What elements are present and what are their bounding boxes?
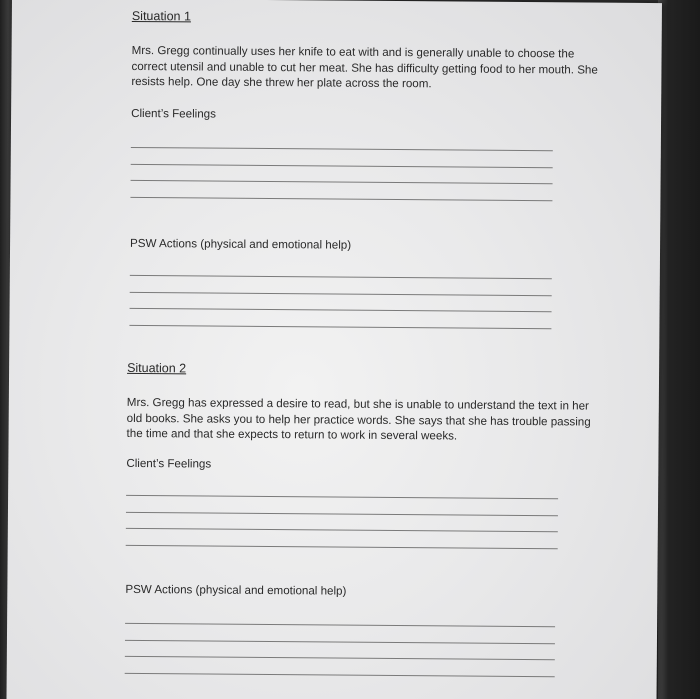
answer-line — [126, 544, 558, 548]
situation-2-feelings-label: Client’s Feelings — [126, 456, 212, 471]
answer-line — [130, 308, 552, 312]
situation-1-heading: Situation 1 — [131, 8, 191, 24]
situation-1-actions-answer-lines — [129, 275, 552, 344]
answer-line — [126, 511, 558, 515]
answer-line — [130, 275, 552, 279]
situation-1-section — [130, 8, 612, 252]
situation-1-description: Mrs. Gregg continually uses her knife to eat with and is generally unable to choose the correct utensil and unable to cut her meat. She has difficulty getting food to her mouth. She resists help. One day she threw her plate across the room. — [131, 43, 598, 91]
situation-2-section — [125, 360, 608, 598]
background-edge — [658, 0, 700, 699]
answer-line — [129, 324, 551, 328]
answer-line — [125, 623, 555, 627]
answer-line — [131, 163, 553, 167]
worksheet-page — [6, 0, 662, 699]
answer-line — [130, 196, 552, 200]
answer-line — [126, 528, 558, 532]
answer-line — [126, 495, 558, 499]
situation-1-actions-label: PSW Actions (physical and emotional help) — [130, 236, 352, 252]
situation-2-actions-label: PSW Actions (physical and emotional help) — [125, 582, 347, 598]
situation-2-actions-answer-lines — [125, 623, 556, 692]
answer-line — [131, 147, 553, 151]
situation-1-feelings-label: Client’s Feelings — [131, 106, 217, 121]
situation-2-heading: Situation 2 — [127, 360, 187, 376]
answer-line — [131, 180, 553, 184]
situation-1-feelings-answer-lines — [130, 147, 553, 216]
answer-line — [125, 656, 555, 660]
situation-2-feelings-answer-lines — [126, 495, 559, 564]
answer-line — [125, 639, 555, 643]
answer-line — [125, 672, 555, 676]
situation-2-description: Mrs. Gregg has expressed a desire to read, but she is unable to understand the text in her old books. She asks you to help her practice words. She says that she has trouble passing the time and that she expects to return to work in several weeks. — [126, 395, 591, 443]
answer-line — [130, 291, 552, 295]
